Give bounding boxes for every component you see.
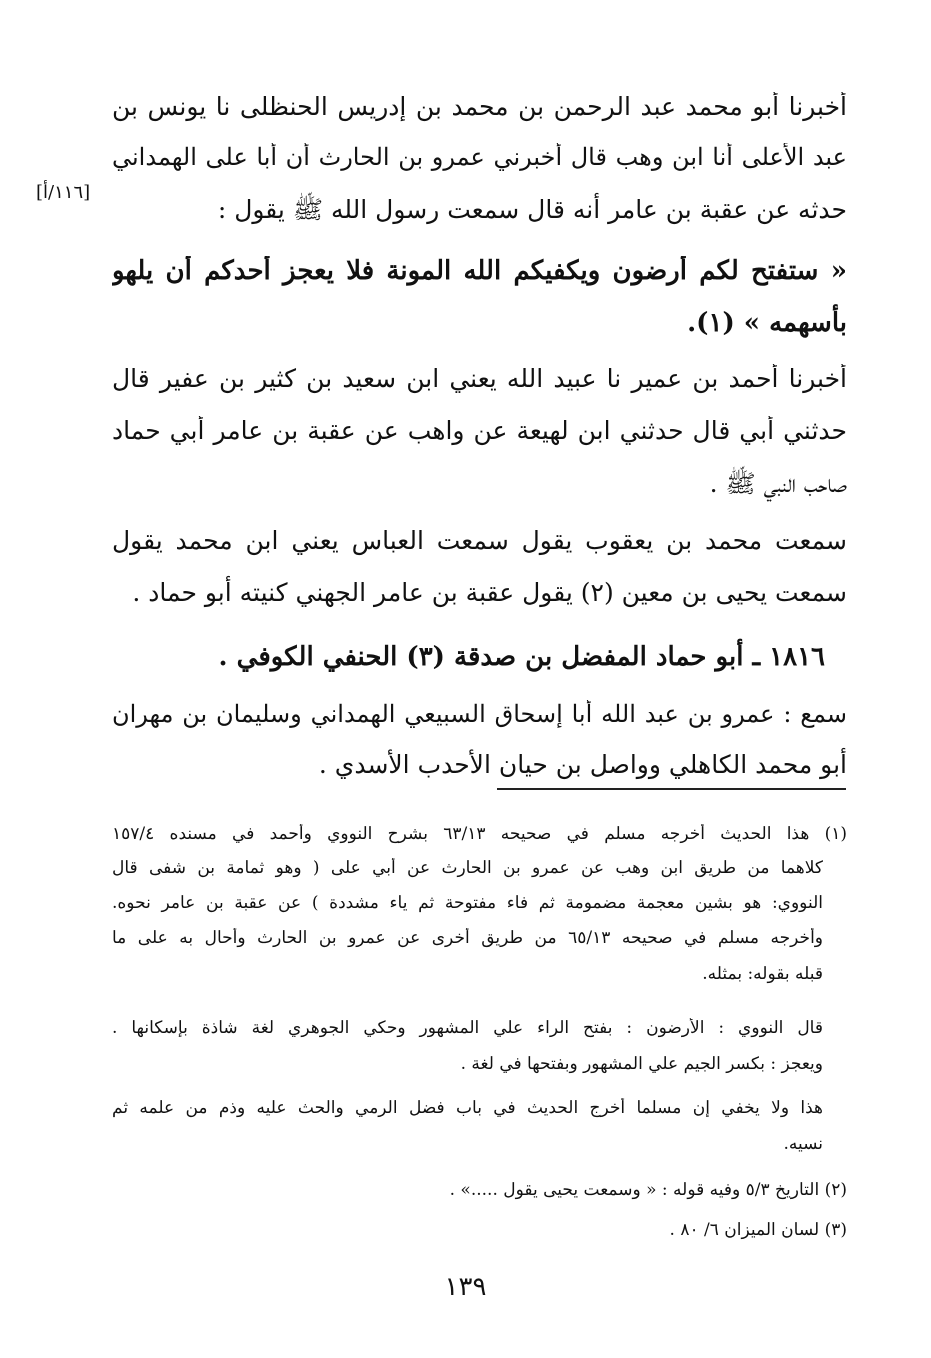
isnad-paragraph-1 — [112, 92, 847, 242]
entry-paragraph — [112, 700, 847, 800]
footnote-line: وأخرجه مسلم في صحيحه ٦٥/١٣ من طريق أخرى عن عمرو بن الحارث وأحال به على ما — [112, 928, 823, 948]
footnote-line: (٣) لسان الميزان ٦/ ٨٠ . — [669, 1220, 847, 1240]
footnote-editor-note — [112, 1098, 847, 1168]
text-line: بأسهمه » (١). — [687, 308, 847, 338]
text-line: سمعت محمد بن يعقوب يقول سمعت العباس يعني ابن محمد يقول — [112, 526, 847, 555]
text-line: سمع : عمرو بن عبد الله أبا إسحاق السبيعي الهمداني وسليمان بن مهران — [112, 700, 847, 728]
text-line: عبد الأعلى أنا ابن وهب قال أخبرني عمرو بن الحارث أن أبا على الهمداني — [112, 143, 847, 171]
isnad-paragraph-3 — [112, 526, 847, 626]
heading-line: ١٨١٦ ـ أبو حماد المفضل بن صدقة (٣) الحنفي الكوفي . — [218, 642, 825, 672]
text-line: أبو محمد الكاهلي وواصل بن حيان الأحدب الأسدي . — [318, 750, 847, 779]
footnote-line: كلاهما من طريق ابن وهب عن عمرو بن الحارث عن أبي على ( وهو ثمامة بن شفى قال — [112, 858, 823, 878]
footnote-line: قبله بقوله: بمثله. — [702, 964, 823, 984]
text-line: « ستفتح لكم أرضون ويكفيكم الله المونة فلا يعجز أحدكم أن يلهو — [112, 256, 847, 286]
isnad-paragraph-2 — [112, 364, 847, 514]
footnote-nawawi-note — [112, 1018, 847, 1088]
footnote-line: النووي: هو بشين معجمة مضمومة ثم فاء مفتوحة ثم ياء مشددة ) عن عقبة بن عامر نحوه. — [112, 893, 823, 913]
entry-heading — [112, 642, 847, 686]
footnote-line: قال النووي : الأرضون : بفتح الراء علي المشهور وحكي الجوهري لغة شاذة بإسكانها . — [112, 1018, 823, 1038]
text-line: صاحب النبي ﷺ . — [709, 469, 847, 498]
footnote-separator — [497, 788, 846, 790]
footnote-2 — [112, 1180, 847, 1210]
footnote-1 — [112, 824, 847, 1014]
text-line: أخبرنا أبو محمد عبد الرحمن بن محمد بن إدريس الحنظلى نا يونس بن — [112, 92, 847, 121]
text-line: سمعت يحيى بن معين (٢) يقول عقبة بن عامر الجهني كنيته أبو حماد . — [132, 578, 847, 607]
text-line: أخبرنا أحمد بن عمير نا عبيد الله يعني ابن سعيد بن كثير بن عفير قال — [112, 364, 847, 393]
text-line: حدثه عن عقبة بن عامر أنه قال سمعت رسول الله ﷺ يقول : — [217, 195, 847, 224]
hadith-text — [112, 256, 847, 356]
footnote-line: (٢) التاريخ ٥/٣ وفيه قوله : « وسمعت يحيى يقول .....» . — [449, 1180, 847, 1200]
manuscript-folio-reference: [١١٦/أ] — [36, 182, 91, 203]
footnote-line: ويعجز : بكسر الجيم علي المشهور وبفتحها في لغة . — [460, 1054, 823, 1074]
footnote-line: نسيه. — [783, 1134, 823, 1154]
footnote-3 — [112, 1220, 847, 1250]
page-number: ١٣٩ — [444, 1272, 487, 1302]
footnote-line: هذا ولا يخفي إن مسلما أخرج الحديث في باب فضل الرمي والحث عليه وذم من علمه ثم — [112, 1098, 823, 1118]
footnote-line: (١) هذا الحديث أخرجه مسلم في صحيحه ٦٣/١٣ بشرح النووي وأحمد في مسنده ١٥٧/٤ — [112, 824, 847, 844]
text-line: حدثني أبي قال حدثني ابن لهيعة عن واهب عن عقبة بن عامر أبي حماد — [112, 416, 847, 445]
